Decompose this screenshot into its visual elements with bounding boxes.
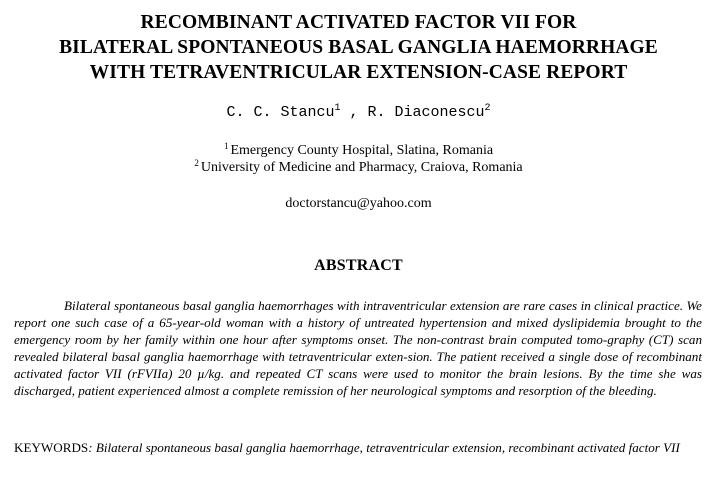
abstract-text: Bilateral spontaneous basal ganglia haemorrhages with intraventricular extension are rare cases in clinical practice. We report one such case of a 65-year-old woman with a history of untreated hypertension and mixed dyslipidemia brought to the emergency room by her family within one hour after symptoms onset. The non-contrast brain computed tomo-graphy (CT) scan revealed bilateral basal ganglia haemorrhage with tetraventricular exten-sion. The patient received a single dose of recombinant activated factor VII (rFVIIa) 20 µ/kg. and repeated CT scans were used to monitor the brain lesions. By the time she was discharged, patient experienced almost a complete remission of her neurological symptoms and resorption of the bleeding. xyxy=(14,298,702,398)
abstract-heading: ABSTRACT xyxy=(314,257,403,274)
paper-title xyxy=(0,10,717,85)
affiliation-list xyxy=(0,142,717,176)
affiliation-item xyxy=(0,142,717,159)
keywords-text: Bilateral spontaneous basal ganglia haemorrhage, tetraventricular extension, recombinant activated factor VII xyxy=(95,440,680,455)
author-separator: , xyxy=(340,104,368,121)
keywords-colon: : xyxy=(88,440,96,455)
title-line: BILATERAL SPONTANEOUS BASAL GANGLIA HAEMORRHAGE xyxy=(59,37,658,58)
author-name: C. C. Stancu xyxy=(226,104,335,121)
affiliation-mark: 2 xyxy=(484,103,491,114)
affiliation-mark: 2 xyxy=(194,158,199,168)
keywords-label: KEYWORDS xyxy=(14,440,89,455)
title-line: RECOMBINANT ACTIVATED FACTOR VII FOR xyxy=(140,12,577,33)
affiliation-mark: 1 xyxy=(334,103,341,114)
author-list xyxy=(0,104,717,121)
affiliation-text: University of Medicine and Pharmacy, Craiova, Romania xyxy=(200,160,523,175)
title-line: WITH TETRAVENTRICULAR EXTENSION-CASE REPORT xyxy=(89,62,628,83)
affiliation-mark: 1 xyxy=(223,141,229,151)
affiliation-item xyxy=(0,159,717,176)
keywords-section xyxy=(14,439,702,456)
author-email: doctorstancu@yahoo.com xyxy=(285,196,432,211)
affiliation-text: Emergency County Hospital, Slatina, Romania xyxy=(230,143,494,158)
author-name: R. Diaconescu xyxy=(367,104,485,121)
